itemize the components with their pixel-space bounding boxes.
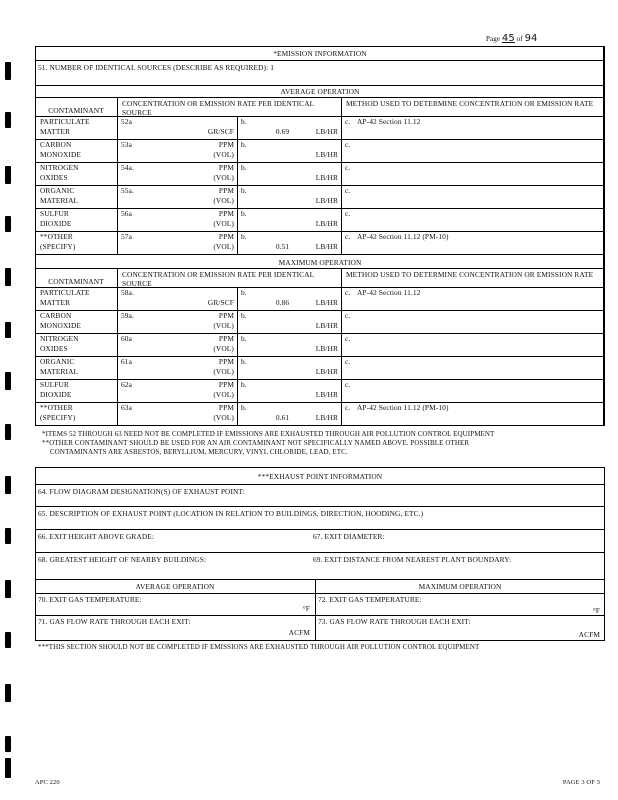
divider: [35, 97, 605, 98]
divider: [237, 402, 238, 425]
contaminant-name-line2: MONOXIDE: [40, 150, 82, 159]
method-field-label: c.: [345, 403, 351, 412]
concentration-unit-line2: GR/SCF: [207, 298, 234, 307]
method-field-label: c.: [345, 380, 351, 389]
binder-hole: [5, 476, 11, 494]
contaminant-name: **OTHER: [40, 403, 73, 412]
rate-field-label[interactable]: b.: [241, 209, 247, 218]
rate-unit: LB/HR: [315, 127, 338, 136]
form-id: APC 220: [35, 779, 60, 786]
concentration-unit: PPM: [218, 334, 234, 343]
item-65-description[interactable]: 65. DESCRIPTION OF EXHAUST POINT (LOCATION IN RELATION TO BUILDINGS, DIRECTION, HOODING, ETC.): [38, 509, 424, 518]
concentration-unit: PPM: [218, 140, 234, 149]
concentration-field-label[interactable]: 55a.: [121, 186, 134, 195]
contaminant-name: SULFUR: [40, 209, 69, 218]
item-69-exit-distance[interactable]: 69. EXIT DISTANCE FROM NEAREST PLANT BOUNDARY:: [313, 555, 512, 564]
divider: [237, 356, 238, 379]
contaminant-name: PARTICULATE: [40, 117, 90, 126]
contaminant-name: ORGANIC: [40, 357, 75, 366]
concentration-unit: PPM: [218, 311, 234, 320]
divider: [35, 268, 605, 269]
contaminant-name: ORGANIC: [40, 186, 75, 195]
rate-field-label[interactable]: b.: [241, 186, 247, 195]
contaminant-name-line2: MATTER: [40, 298, 71, 307]
binder-hole: [5, 758, 11, 778]
concentration-field-label[interactable]: 60a: [121, 334, 132, 343]
concentration-unit-line2: (VOL): [213, 413, 234, 422]
rate-field-label[interactable]: b.: [241, 357, 247, 366]
contaminant-name-line2: DIOXIDE: [40, 219, 72, 228]
concentration-field-label[interactable]: 52a: [121, 117, 132, 126]
avg-flow-unit: ACFM: [288, 628, 310, 637]
rate-field-label[interactable]: b.: [241, 140, 247, 149]
emission-title: *EMISSION INFORMATION: [273, 49, 367, 58]
method-field-label: c.: [345, 334, 351, 343]
concentration-unit-line2: (VOL): [213, 196, 234, 205]
rate-field-label[interactable]: b.: [241, 334, 247, 343]
divider: [237, 162, 238, 185]
column-header-contaminant: CONTAMINANT: [48, 106, 104, 115]
concentration-unit: PPM: [218, 357, 234, 366]
rate-unit: LB/HR: [315, 413, 338, 422]
concentration-unit-line2: (VOL): [213, 390, 234, 399]
method-field-label: c.: [345, 232, 351, 241]
item-72-max-gas-temp[interactable]: 72. EXIT GAS TEMPERATURE:: [318, 595, 422, 604]
footnote-other-contaminant-cont: CONTAMINANTS ARE ASBESTOS, BERYLLIUM, MERCURY, VINYL CHLORIDE, LEAD, ETC.: [50, 448, 348, 456]
emission-rate-value[interactable]: 0.61: [275, 413, 290, 422]
divider: [237, 208, 238, 231]
column-header-method: METHOD USED TO DETERMINE CONCENTRATION OR EMISSION RATE: [346, 99, 594, 108]
item-66-exit-height[interactable]: 66. EXIT HEIGHT ABOVE GRADE:: [38, 532, 155, 541]
item-51-identical-sources[interactable]: 51. NUMBER OF IDENTICAL SOURCES (DESCRIBE AS REQUIRED): 1: [38, 63, 274, 72]
rate-field-label[interactable]: b.: [241, 288, 247, 297]
maximum-operation-title: MAXIMUM OPERATION: [278, 258, 362, 267]
divider: [237, 116, 238, 139]
method-value[interactable]: AP-42 Section 11.12 (PM-10): [357, 232, 449, 241]
page-of: of: [516, 35, 523, 43]
exhaust-maximum-title: MAXIMUM OPERATION: [418, 582, 502, 591]
concentration-unit: PPM: [218, 380, 234, 389]
binder-hole: [5, 216, 11, 232]
concentration-field-label[interactable]: 61a: [121, 357, 132, 366]
divider: [237, 287, 238, 310]
divider: [237, 333, 238, 356]
concentration-unit: PPM: [218, 232, 234, 241]
rate-unit: LB/HR: [315, 242, 338, 251]
item-64-flow-diagram[interactable]: 64. FLOW DIAGRAM DESIGNATION(S) OF EXHAUST POINT:: [38, 487, 245, 496]
rate-unit: LB/HR: [315, 367, 338, 376]
contaminant-name-line2: OXIDES: [40, 344, 68, 353]
item-71-avg-flow-rate[interactable]: 71. GAS FLOW RATE THROUGH EACH EXIT:: [38, 617, 191, 626]
concentration-field-label[interactable]: 56a: [121, 209, 132, 218]
binder-hole: [5, 528, 11, 544]
concentration-unit: PPM: [218, 403, 234, 412]
rate-field-label[interactable]: b.: [241, 117, 247, 126]
binder-hole: [5, 322, 11, 338]
item-68-building-height[interactable]: 68. GREATEST HEIGHT OF NEARBY BUILDINGS:: [38, 555, 207, 564]
concentration-unit-line2: (VOL): [213, 344, 234, 353]
concentration-unit-line2: (VOL): [213, 150, 234, 159]
emission-rate-value[interactable]: 0.86: [275, 298, 290, 307]
concentration-unit-line2: (VOL): [213, 242, 234, 251]
contaminant-name: CARBON: [40, 140, 72, 149]
concentration-field-label[interactable]: 58a.: [121, 288, 134, 297]
concentration-unit: PPM: [218, 186, 234, 195]
contaminant-name: PARTICULATE: [40, 288, 90, 297]
concentration-field-label[interactable]: 57a: [121, 232, 132, 241]
concentration-unit: PPM: [218, 209, 234, 218]
method-field-label: c.: [345, 140, 351, 149]
concentration-field-label[interactable]: 53a: [121, 140, 132, 149]
method-value[interactable]: AP-42 Section 11.12: [357, 117, 421, 126]
rate-field-label[interactable]: b.: [241, 163, 247, 172]
binder-hole: [5, 424, 11, 440]
concentration-unit-line2: (VOL): [213, 367, 234, 376]
binder-hole: [5, 166, 11, 184]
page-total: 94: [524, 33, 538, 44]
page-marker: [486, 33, 538, 44]
rate-unit: LB/HR: [315, 298, 338, 307]
max-flow-unit: ACFM: [578, 630, 600, 639]
method-value[interactable]: AP-42 Section 11.12 (PM-10): [357, 403, 449, 412]
column-header-concentration: CONCENTRATION OR EMISSION RATE PER IDENTICAL SOURCE: [122, 99, 314, 117]
concentration-unit: PPM: [218, 163, 234, 172]
rate-unit: LB/HR: [315, 390, 338, 399]
contaminant-name-line2: DIOXIDE: [40, 390, 72, 399]
rate-field-label[interactable]: b.: [241, 311, 247, 320]
binder-hole: [5, 632, 11, 648]
binder-hole: [5, 372, 11, 390]
footnote-items-52-63: *ITEMS 52 THROUGH 63 NEED NOT BE COMPLETED IF EMISSIONS ARE EXHAUSTED THROUGH AIR POLLUTION CONTROL EQUIPMENT: [42, 430, 495, 438]
concentration-field-label[interactable]: 59a.: [121, 311, 134, 320]
binder-hole: [5, 736, 11, 752]
contaminant-name-line2: OXIDES: [40, 173, 68, 182]
contaminant-name-line2: (SPECIFY): [40, 413, 76, 422]
contaminant-name: CARBON: [40, 311, 72, 320]
page-label: Page: [486, 35, 501, 43]
concentration-field-label[interactable]: 54a.: [121, 163, 134, 172]
footnote-other-contaminant: **OTHER CONTAMINANT SHOULD BE USED FOR AN AIR CONTAMINANT NOT SPECIFICALLY NAMED ABOVE. POSSIBLE OTHER: [42, 439, 470, 447]
concentration-field-label[interactable]: 63a: [121, 403, 132, 412]
avg-temp-unit: °F: [302, 604, 310, 613]
exhaust-footnote: ***THIS SECTION SHOULD NOT BE COMPLETED IF EMISSIONS ARE EXHAUSTED THROUGH AIR POLLUTION CONTROL EQUIPMENT: [38, 643, 480, 651]
rate-field-label[interactable]: b.: [241, 232, 247, 241]
concentration-unit-line2: GR/SCF: [207, 127, 234, 136]
contaminant-name: NITROGEN: [40, 163, 79, 172]
page-number: 45: [501, 33, 515, 44]
binder-hole: [5, 112, 11, 128]
emission-rate-value[interactable]: 0.51: [275, 242, 290, 251]
exhaust-title: ***EXHAUST POINT INFORMATION: [257, 472, 383, 481]
concentration-unit-line2: (VOL): [213, 321, 234, 330]
contaminant-name-line2: MATERIAL: [40, 367, 79, 376]
concentration-unit-line2: (VOL): [213, 173, 234, 182]
item-67-exit-diameter[interactable]: 67. EXIT DIAMETER:: [313, 532, 385, 541]
contaminant-name-line2: (SPECIFY): [40, 242, 76, 251]
method-field-label: c.: [345, 288, 351, 297]
item-73-max-flow-rate[interactable]: 73. GAS FLOW RATE THROUGH EACH EXIT:: [318, 617, 471, 626]
page-count: PAGE 3 OF 3: [562, 779, 600, 786]
contaminant-name: SULFUR: [40, 380, 69, 389]
rate-unit: LB/HR: [315, 196, 338, 205]
binder-hole: [5, 684, 11, 702]
divider: [237, 139, 238, 162]
divider: [35, 425, 605, 426]
method-value[interactable]: AP-42 Section 11.12: [357, 288, 421, 297]
concentration-unit-line2: (VOL): [213, 219, 234, 228]
rate-field-label[interactable]: b.: [241, 380, 247, 389]
exhaust-average-title: AVERAGE OPERATION: [135, 582, 215, 591]
divider: [35, 254, 605, 255]
column-header-concentration: CONCENTRATION OR EMISSION RATE PER IDENTICAL SOURCE: [122, 270, 314, 288]
binder-hole: [5, 62, 11, 80]
contaminant-name-line2: MONOXIDE: [40, 321, 82, 330]
method-field-label: c.: [345, 117, 351, 126]
contaminant-name-line2: MATTER: [40, 127, 71, 136]
rate-field-label[interactable]: b.: [241, 403, 247, 412]
emission-rate-value[interactable]: 0.69: [275, 127, 290, 136]
divider: [237, 379, 238, 402]
method-field-label: c.: [345, 163, 351, 172]
method-field-label: c.: [345, 209, 351, 218]
concentration-field-label[interactable]: 62a: [121, 380, 132, 389]
binder-hole: [5, 580, 11, 598]
item-70-avg-gas-temp[interactable]: 70. EXIT GAS TEMPERATURE:: [38, 595, 142, 604]
divider: [237, 185, 238, 208]
contaminant-name: **OTHER: [40, 232, 73, 241]
rate-unit: LB/HR: [315, 344, 338, 353]
binder-hole: [5, 268, 11, 286]
column-header-method: METHOD USED TO DETERMINE CONCENTRATION OR EMISSION RATE: [346, 270, 594, 279]
average-operation-title: AVERAGE OPERATION: [280, 87, 360, 96]
rate-unit: LB/HR: [315, 173, 338, 182]
divider: [237, 231, 238, 254]
method-field-label: c.: [345, 186, 351, 195]
method-field-label: c.: [345, 311, 351, 320]
divider: [237, 310, 238, 333]
rate-unit: LB/HR: [315, 150, 338, 159]
method-field-label: c.: [345, 357, 351, 366]
max-temp-unit: °F: [592, 606, 600, 615]
column-header-contaminant: CONTAMINANT: [48, 277, 104, 286]
contaminant-name: NITROGEN: [40, 334, 79, 343]
rate-unit: LB/HR: [315, 321, 338, 330]
contaminant-name-line2: MATERIAL: [40, 196, 79, 205]
rate-unit: LB/HR: [315, 219, 338, 228]
